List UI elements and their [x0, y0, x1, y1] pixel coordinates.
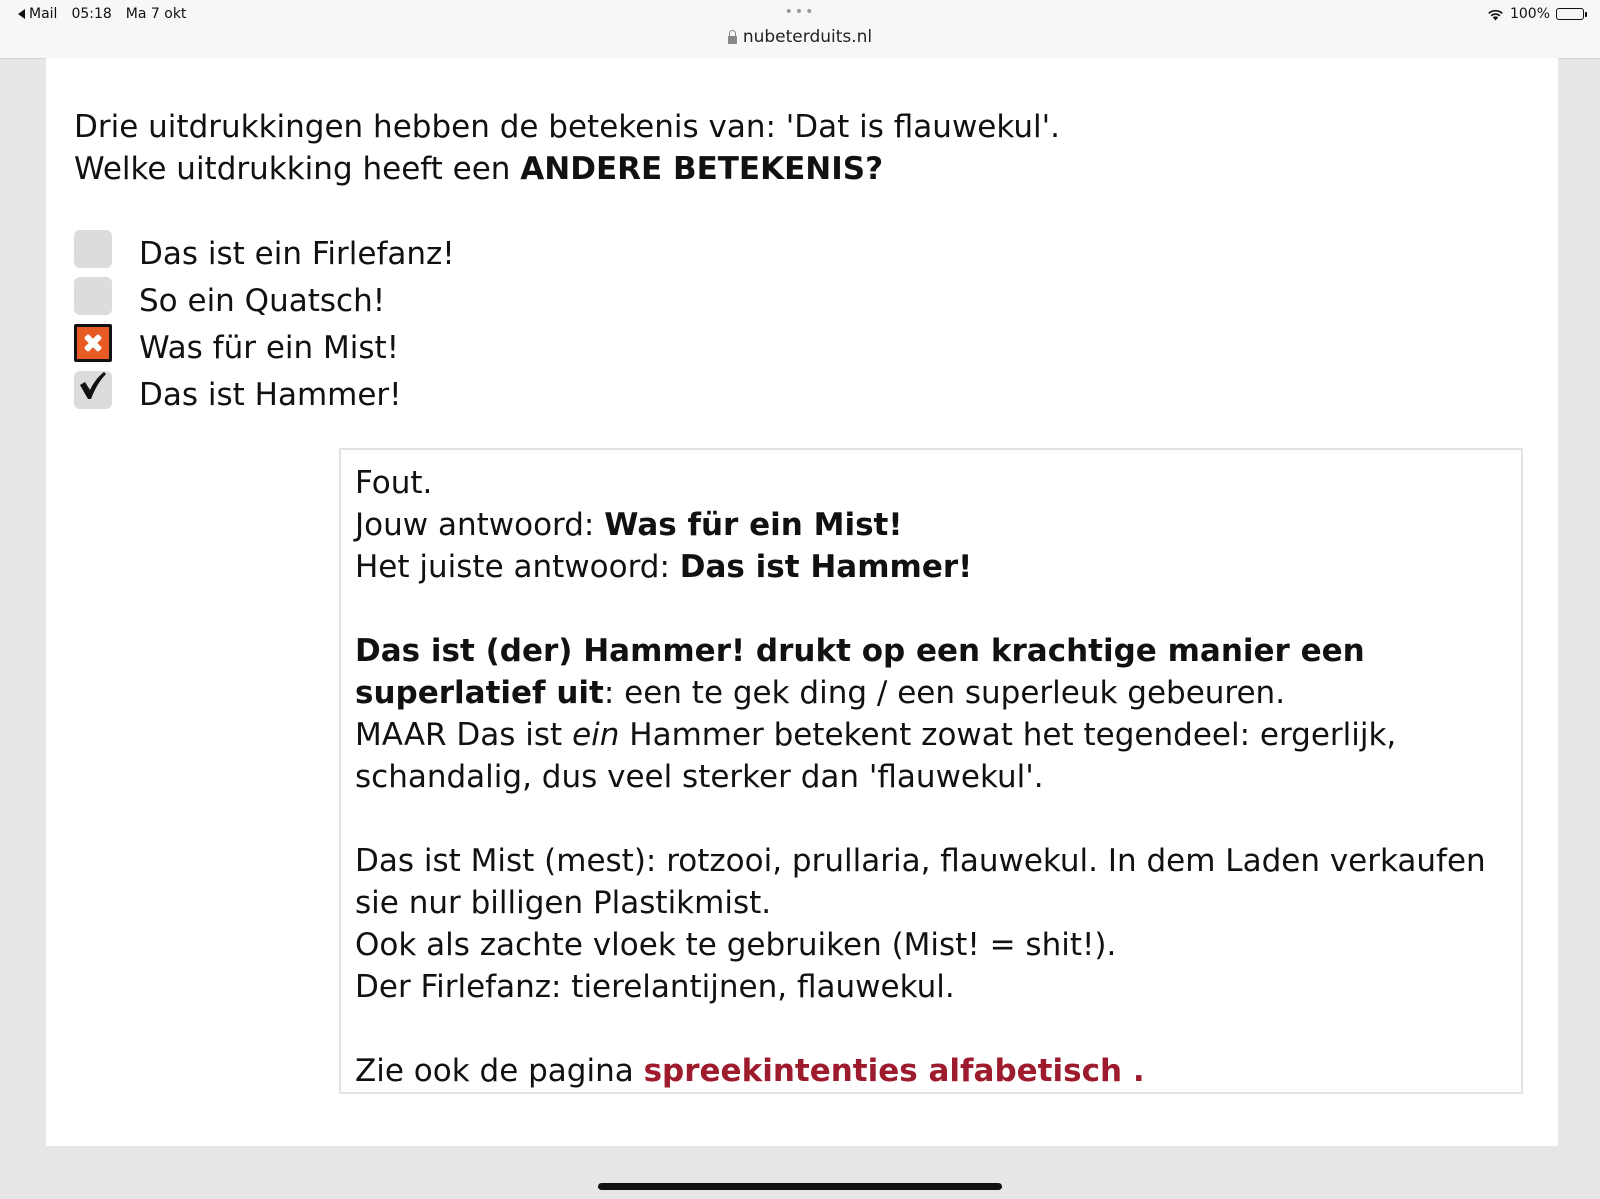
maar-italic: ein: [572, 717, 620, 753]
vloek-explanation: Ook als zachte vloek te gebruiken (Mist! = shit!).: [355, 927, 1117, 963]
option-firlefanz[interactable]: [74, 230, 455, 277]
question-line-1: Drie uitdrukkingen hebben de betekenis van: 'Dat is flauwekul'.: [74, 109, 1061, 145]
question-line-2: [74, 148, 1060, 190]
maar-paragraph: [355, 714, 1521, 798]
unchecked-checkbox-icon[interactable]: [74, 230, 112, 268]
back-app-label: Mail: [29, 6, 58, 22]
option-hammer[interactable]: [74, 371, 455, 418]
status-bar-right: [1487, 6, 1584, 22]
question-emphasis: ANDERE BETEKENIS?: [520, 151, 884, 187]
url-text: nubeterduits.nl: [742, 27, 873, 47]
correct-answer-label: Het juiste antwoord:: [355, 549, 680, 585]
multitasking-dots-icon[interactable]: •••: [784, 4, 816, 20]
status-date: Ma 7 okt: [125, 6, 187, 22]
explanation-bold: Das ist (der) Hammer! drukt op een krachtige manier een superlatief uit: [355, 633, 1365, 711]
question-text: [74, 106, 1060, 190]
see-also-prefix: Zie ook de pagina: [355, 1053, 644, 1089]
option-label: Was für ein Mist!: [139, 329, 400, 366]
home-indicator[interactable]: [598, 1183, 1002, 1190]
maar-prefix: MAAR Das ist: [355, 717, 573, 753]
unchecked-checkbox-icon[interactable]: [74, 277, 112, 315]
correct-answer-value: Das ist Hammer!: [679, 549, 973, 585]
option-quatsch[interactable]: [74, 277, 455, 324]
your-answer-line: [355, 504, 1521, 546]
option-label: Das ist Hammer!: [139, 376, 402, 413]
address-bar[interactable]: [0, 27, 1600, 47]
option-label: So ein Quatsch!: [139, 282, 386, 319]
option-mist[interactable]: [74, 324, 455, 371]
lock-icon: [728, 36, 737, 44]
exercise-card: [46, 58, 1558, 1146]
your-answer-value: Was für ein Mist!: [604, 507, 903, 543]
wifi-icon: [1487, 8, 1504, 21]
checkmark-icon[interactable]: [74, 371, 112, 409]
result-text: Fout.: [355, 465, 433, 501]
firlefanz-explanation: Der Firlefanz: tierelantijnen, flauwekul.: [355, 969, 955, 1005]
your-answer-label: Jouw antwoord:: [355, 507, 605, 543]
see-also-line: [355, 1050, 1521, 1092]
spreekintenties-link[interactable]: spreekintenties alfabetisch .: [643, 1053, 1145, 1089]
correct-answer-line: [355, 546, 1521, 588]
battery-percent: 100%: [1509, 6, 1550, 22]
explanation-rest: : een te gek ding / een superleuk gebeuren.: [603, 675, 1286, 711]
question-prefix: Welke uitdrukking heeft een: [74, 151, 521, 187]
explanation-paragraph: [355, 630, 1521, 714]
mist-explanation: Das ist Mist (mest): rotzooi, prullaria, flauwekul. In dem Laden verkaufen sie nur billigen Plastikmist.: [355, 843, 1486, 921]
wrong-answer-x-icon[interactable]: [74, 324, 112, 362]
status-time: 05:18: [71, 6, 112, 22]
browser-top-bar: [0, 0, 1600, 59]
option-label: Das ist ein Firlefanz!: [139, 235, 455, 272]
answer-options: [74, 230, 455, 418]
maar-suffix: Hammer betekent zowat het tegendeel: ergerlijk, schandalig, dus veel sterker dan 'flauwekul'.: [355, 717, 1397, 795]
feedback-box: [339, 448, 1523, 1094]
battery-icon: [1556, 8, 1584, 20]
